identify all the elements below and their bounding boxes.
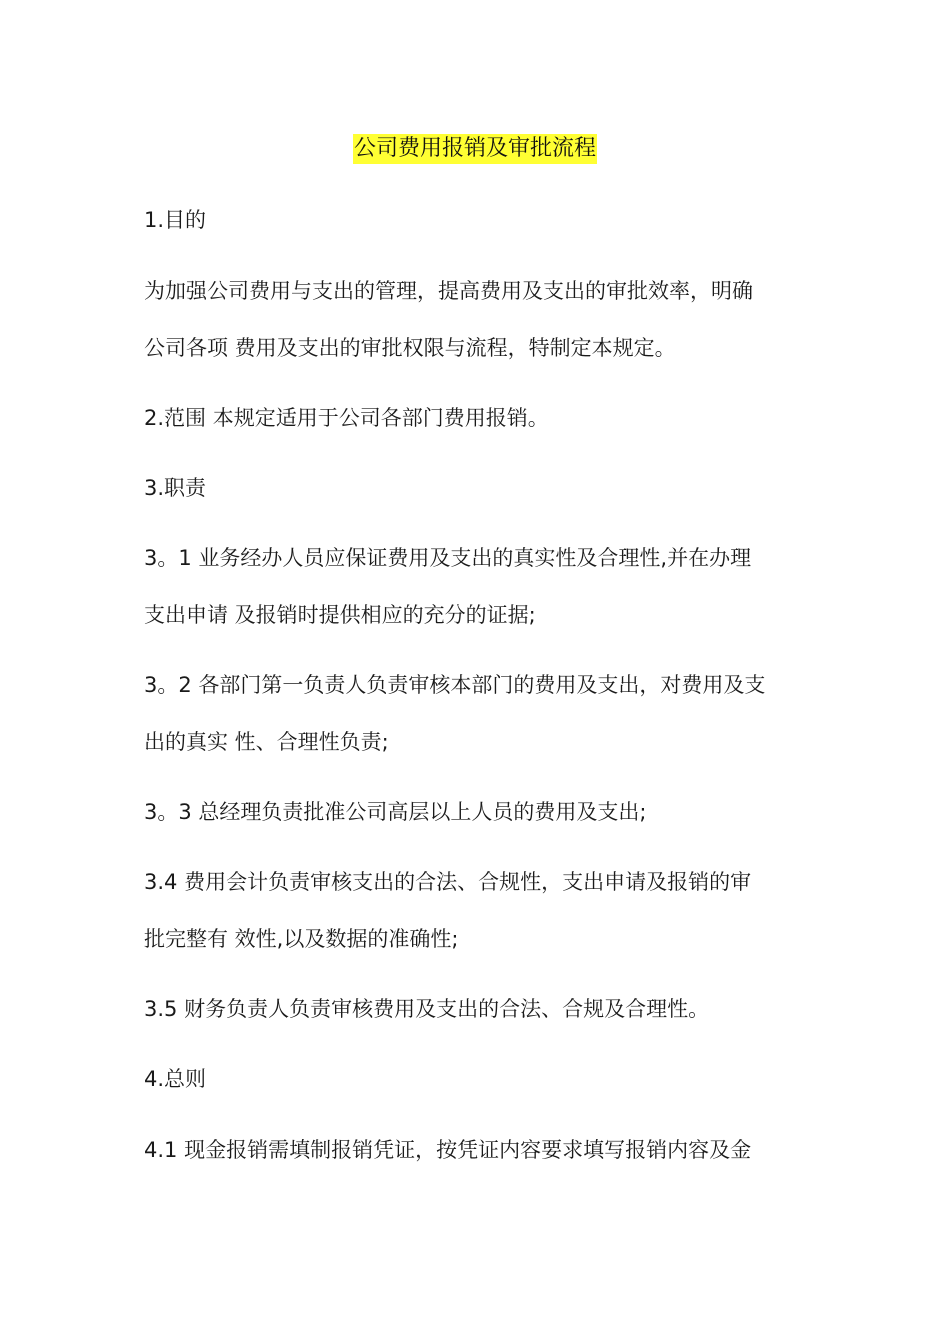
paragraph-line: 3.5 财务负责人负责审核费用及支出的合法、合规及合理性。 [144,997,710,1021]
paragraph-line: 出的真实 性、合理性负责; [144,730,389,754]
paragraph-line: 3.4 费用会计负责审核支出的合法、合规性，支出申请及报销的审 [144,870,752,894]
paragraph-line: 公司各项 费用及支出的审批权限与流程，特制定本规定。 [144,336,676,360]
paragraph-line: 4.1 现金报销需填制报销凭证，按凭证内容要求填写报销内容及金 [144,1138,752,1162]
paragraph-line: 3。1 业务经办人员应保证费用及支出的真实性及合理性,并在办理 [144,546,752,570]
title-container [0,134,950,164]
section-heading-responsibilities: 3.职责 [144,476,207,500]
paragraph-line: 为加强公司费用与支出的管理，提高费用及支出的审批效率，明确 [144,279,753,303]
paragraph-line: 3。3 总经理负责批准公司高层以上人员的费用及支出; [144,800,647,824]
paragraph-line: 3。2 各部门第一负责人负责审核本部门的费用及支出，对费用及支 [144,673,766,697]
section-heading-purpose: 1.目的 [144,208,207,232]
paragraph-line: 批完整有 效性,以及数据的准确性; [144,927,459,951]
document-title: 公司费用报销及审批流程 [353,134,597,164]
section-heading-scope: 2.范围 本规定适用于公司各部门费用报销。 [144,406,549,430]
section-heading-general: 4.总则 [144,1067,207,1091]
paragraph-line: 支出申请 及报销时提供相应的充分的证据; [144,603,536,627]
